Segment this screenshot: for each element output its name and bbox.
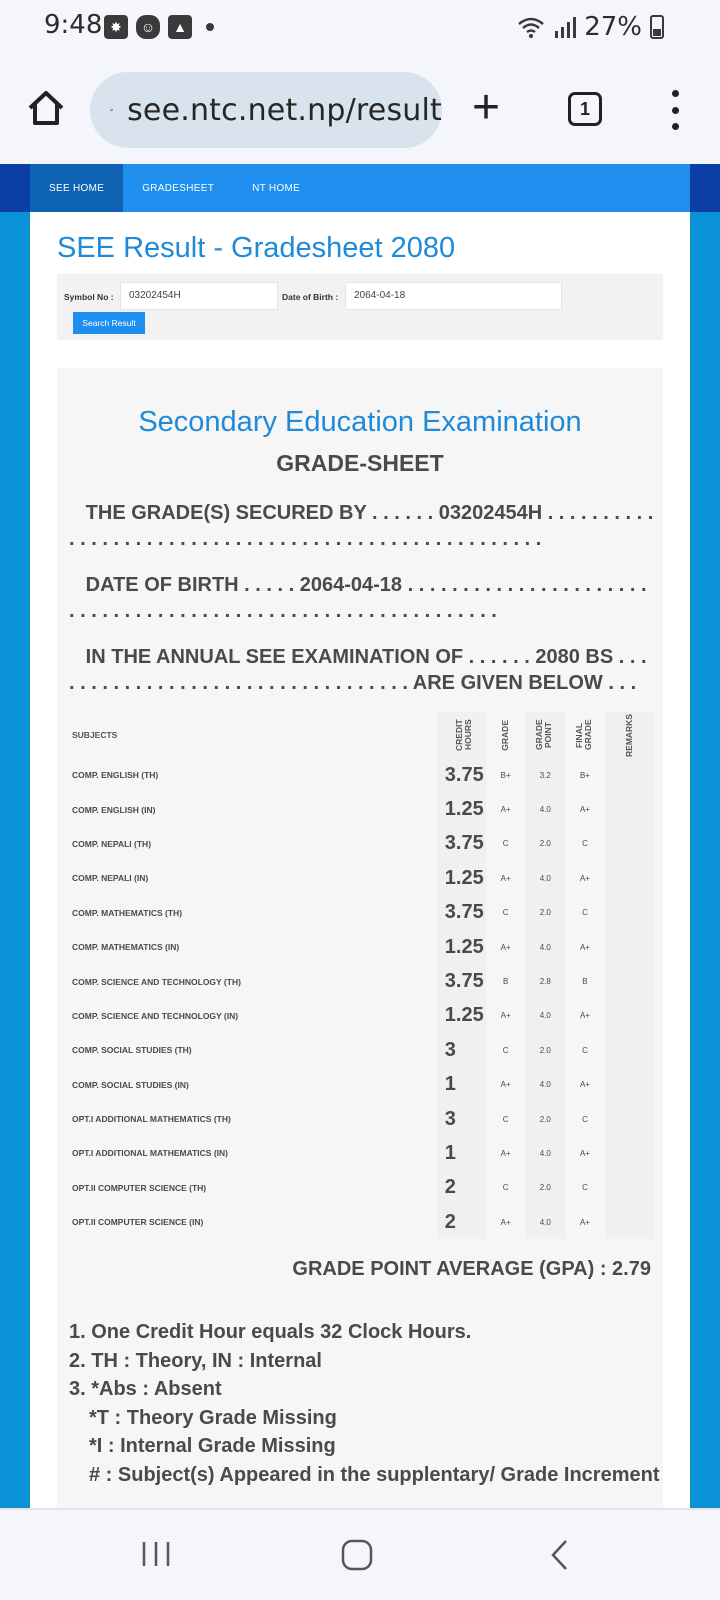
symbol-input[interactable]: 03202454H	[120, 282, 278, 310]
more-menu-icon[interactable]	[668, 90, 682, 130]
credit-hours-cell: 1	[437, 1068, 486, 1102]
credit-hours-cell: 1.25	[437, 930, 486, 964]
app-notification-icon: ✸	[104, 15, 128, 39]
remarks-cell	[605, 861, 655, 895]
header-final-grade: FINAL GRADE	[573, 719, 593, 751]
grade-cell: B+	[500, 770, 511, 780]
table-row	[65, 1171, 655, 1205]
remarks-cell	[605, 999, 655, 1033]
gallery-icon: ▲	[168, 15, 192, 39]
notification-icons	[104, 15, 214, 39]
header-subjects: SUBJECTS	[72, 730, 118, 740]
grade-cell: B	[502, 977, 509, 987]
credit-hours-cell: 3.75	[437, 827, 486, 861]
exam-line-label: IN THE ANNUAL SEE EXAMINATION OF	[85, 646, 464, 668]
grade-point-cell: 2.8	[525, 964, 565, 998]
new-tab-icon[interactable]: +	[472, 81, 501, 134]
credit-hours-cell: 1	[437, 1136, 486, 1170]
recent-apps-icon[interactable]	[140, 1538, 172, 1570]
table-row	[65, 861, 655, 895]
subject-cell: COMP. NEPALI (TH)	[72, 838, 152, 849]
grade-point-cell: 4.0	[525, 792, 565, 826]
battery-icon	[650, 15, 664, 39]
grade-point-cell: 2.0	[525, 827, 565, 861]
final-grade-cell: A+	[579, 942, 590, 952]
status-time: 9:48	[44, 10, 103, 40]
final-grade-cell: A+	[579, 1011, 590, 1021]
grade-point-cell: 4.0	[525, 999, 565, 1033]
grade-point-cell: 4.0	[525, 1205, 565, 1239]
remarks-cell	[605, 827, 655, 861]
note-item: 3. *Abs : Absent	[69, 1378, 222, 1400]
remarks-cell	[605, 964, 655, 998]
battery-percent: 27%	[584, 12, 642, 42]
final-grade-cell: C	[582, 1045, 588, 1055]
secured-by-line: THE GRADE(S) SECURED BY . . . . . . 03202454H . . . . . . . . . . . . . . . . . . . . . . . . . . . . . . . . . . . . . . . . . . . . . . . . . . . . .	[69, 502, 654, 550]
subject-cell: COMP. NEPALI (IN)	[72, 873, 149, 884]
grade-point-cell: 2.0	[525, 1033, 565, 1067]
table-row	[65, 1102, 655, 1136]
final-grade-cell: B	[582, 977, 588, 987]
nav-nt-home[interactable]: NT HOME	[252, 182, 301, 194]
secured-by-value: 03202454H	[438, 502, 543, 524]
secured-by-label: THE GRADE(S) SECURED BY	[85, 502, 367, 524]
grade-point-cell: 4.0	[525, 1136, 565, 1170]
final-grade-cell: C	[582, 908, 588, 918]
grade-cell: C	[502, 1114, 509, 1124]
grade-cell: A+	[500, 942, 511, 952]
dob-line: DATE OF BIRTH . . . . . 2064-04-18 . . . . . . . . . . . . . . . . . . . . . . . . . . . . . . . . . . . . . . . . . . . . . . . . . . . . . . . . . . . . .	[69, 574, 647, 622]
remarks-cell	[605, 1068, 655, 1102]
subject-cell: COMP. ENGLISH (IN)	[72, 804, 156, 815]
final-grade-cell: A+	[579, 1217, 590, 1227]
note-item: 2. TH : Theory, IN : Internal	[69, 1349, 322, 1372]
table-row	[65, 930, 655, 964]
remarks-cell	[605, 758, 655, 792]
content-container	[30, 212, 690, 1510]
grades-table	[65, 712, 655, 1239]
nav-gradesheet[interactable]: GRADESHEET	[142, 182, 215, 194]
credit-hours-cell: 1.25	[437, 792, 486, 826]
subject-cell: COMP. SOCIAL STUDIES (IN)	[72, 1079, 189, 1090]
grade-cell: A+	[500, 1148, 511, 1158]
dob-line-label: DATE OF BIRTH	[85, 574, 239, 596]
table-row	[65, 758, 655, 792]
note-item: *T : Theory Grade Missing	[89, 1406, 337, 1429]
remarks-cell	[605, 930, 655, 964]
back-icon[interactable]	[548, 1538, 572, 1572]
grade-cell: C	[502, 908, 509, 918]
symbol-label: Symbol No :	[64, 292, 114, 302]
site-settings-icon[interactable]	[110, 97, 113, 123]
credit-hours-cell: 3.75	[437, 896, 486, 930]
status-right	[516, 12, 664, 42]
final-grade-cell: A+	[579, 1080, 590, 1090]
wifi-icon	[516, 15, 546, 39]
grade-point-cell: 2.0	[525, 1102, 565, 1136]
web-page	[0, 164, 720, 1510]
search-result-button[interactable]: Search Result	[73, 312, 145, 334]
table-row	[65, 827, 655, 861]
header-credit-hours: CREDIT HOURS	[454, 719, 474, 751]
final-grade-cell: C	[582, 1114, 588, 1124]
table-row	[65, 999, 655, 1033]
grade-cell: A+	[500, 1011, 511, 1021]
exam-title: Secondary Education Examination	[138, 406, 582, 438]
gpa-value: GRADE POINT AVERAGE (GPA) : 2.79	[292, 1258, 651, 1280]
note-item: 1. One Credit Hour equals 32 Clock Hours.	[69, 1321, 472, 1343]
grade-point-cell: 2.0	[525, 896, 565, 930]
gradesheet-title: GRADE-SHEET	[276, 450, 444, 476]
address-bar[interactable]	[90, 72, 442, 148]
subject-cell: COMP. SCIENCE AND TECHNOLOGY (TH)	[72, 976, 241, 987]
remarks-cell	[605, 896, 655, 930]
dob-line-value: 2064-04-18	[299, 574, 403, 596]
subject-cell: OPT.I ADDITIONAL MATHEMATICS (IN)	[72, 1148, 228, 1159]
nav-see-home[interactable]: SEE HOME	[30, 164, 123, 212]
grade-point-cell: 4.0	[525, 1068, 565, 1102]
grade-cell: A+	[500, 805, 511, 815]
credit-hours-cell: 3.75	[437, 964, 486, 998]
final-grade-cell: B+	[579, 770, 590, 780]
remarks-cell	[605, 1205, 655, 1239]
grade-point-cell: 4.0	[525, 861, 565, 895]
final-grade-cell: A+	[579, 805, 590, 815]
table-row	[65, 1033, 655, 1067]
note-item: *I : Internal Grade Missing	[89, 1435, 336, 1457]
search-form	[57, 274, 663, 340]
table-row	[65, 964, 655, 998]
page-title: SEE Result - Gradesheet 2080	[57, 232, 456, 264]
subject-cell: OPT.II COMPUTER SCIENCE (IN)	[72, 1217, 204, 1228]
credit-hours-cell: 3	[437, 1033, 486, 1067]
status-bar	[0, 0, 720, 56]
exam-line: IN THE ANNUAL SEE EXAMINATION OF . . . . . . 2080 BS . . . . . . . . . . . . . . . . . . . . . . . . . . . . . . . . . . ARE GIVEN BELOW . . .	[69, 646, 647, 694]
remarks-cell	[605, 1136, 655, 1170]
credit-hours-cell: 3.75	[437, 758, 486, 792]
credit-hours-cell: 1.25	[437, 999, 486, 1033]
remarks-cell	[605, 792, 655, 826]
final-grade-cell: A+	[579, 873, 590, 883]
tab-switcher-button[interactable]: 1	[568, 92, 602, 126]
table-row	[65, 792, 655, 826]
given-below: ARE GIVEN BELOW	[412, 672, 603, 694]
site-nav	[30, 164, 690, 212]
remarks-cell	[605, 1102, 655, 1136]
grade-cell: C	[502, 1045, 509, 1055]
subject-cell: COMP. ENGLISH (TH)	[72, 770, 159, 781]
grade-cell: C	[502, 1183, 509, 1193]
header-remarks: REMARKS	[624, 713, 635, 757]
final-grade-cell: C	[582, 1183, 588, 1193]
subject-cell: OPT.I ADDITIONAL MATHEMATICS (TH)	[72, 1114, 231, 1125]
table-row	[65, 896, 655, 930]
subject-cell: COMP. SCIENCE AND TECHNOLOGY (IN)	[72, 1010, 239, 1021]
credit-hours-cell: 2	[437, 1205, 486, 1239]
table-row	[65, 1136, 655, 1170]
grade-cell: A+	[500, 873, 511, 883]
note-item: # : Subject(s) Appeared in the supplentary/ Grade Increment	[89, 1463, 660, 1486]
credit-hours-cell: 1.25	[437, 861, 486, 895]
url-text[interactable]: see.ntc.net.np/result	[127, 92, 442, 128]
table-row	[65, 1068, 655, 1102]
final-grade-cell: A+	[579, 1148, 590, 1158]
subject-cell: COMP. MATHEMATICS (TH)	[72, 907, 183, 918]
remarks-cell	[605, 1171, 655, 1205]
more-notifications-icon	[206, 23, 214, 31]
grade-cell: A+	[500, 1080, 511, 1090]
remarks-cell	[605, 1033, 655, 1067]
credit-hours-cell: 2	[437, 1171, 486, 1205]
header-grade-point: GRADE POINT	[534, 719, 554, 751]
subject-cell: COMP. MATHEMATICS (IN)	[72, 942, 180, 953]
grade-cell: A+	[500, 1217, 511, 1227]
header-grade: GRADE	[500, 719, 511, 751]
subject-cell: COMP. SOCIAL STUDIES (TH)	[72, 1045, 192, 1056]
home-nav-icon[interactable]	[340, 1538, 374, 1572]
grade-point-cell: 2.0	[525, 1171, 565, 1205]
grade-point-cell: 3.2	[525, 758, 565, 792]
snapchat-icon: ☺	[136, 15, 160, 39]
table-row	[65, 1205, 655, 1239]
notes	[69, 1318, 660, 1489]
subject-cell: OPT.II COMPUTER SCIENCE (TH)	[72, 1182, 207, 1193]
final-grade-cell: C	[582, 839, 588, 849]
exam-line-value: 2080 BS	[535, 646, 614, 668]
grade-cell: C	[502, 839, 509, 849]
grade-point-cell: 4.0	[525, 930, 565, 964]
gradesheet	[57, 368, 663, 1510]
system-nav-bar	[0, 1510, 720, 1600]
credit-hours-cell: 3	[437, 1102, 486, 1136]
home-icon[interactable]	[24, 86, 68, 130]
dob-label: Date of Birth :	[282, 292, 339, 302]
table-header	[65, 712, 655, 758]
browser-toolbar	[0, 56, 720, 164]
dob-input[interactable]: 2064-04-18	[345, 282, 562, 310]
signal-icon	[554, 16, 576, 38]
